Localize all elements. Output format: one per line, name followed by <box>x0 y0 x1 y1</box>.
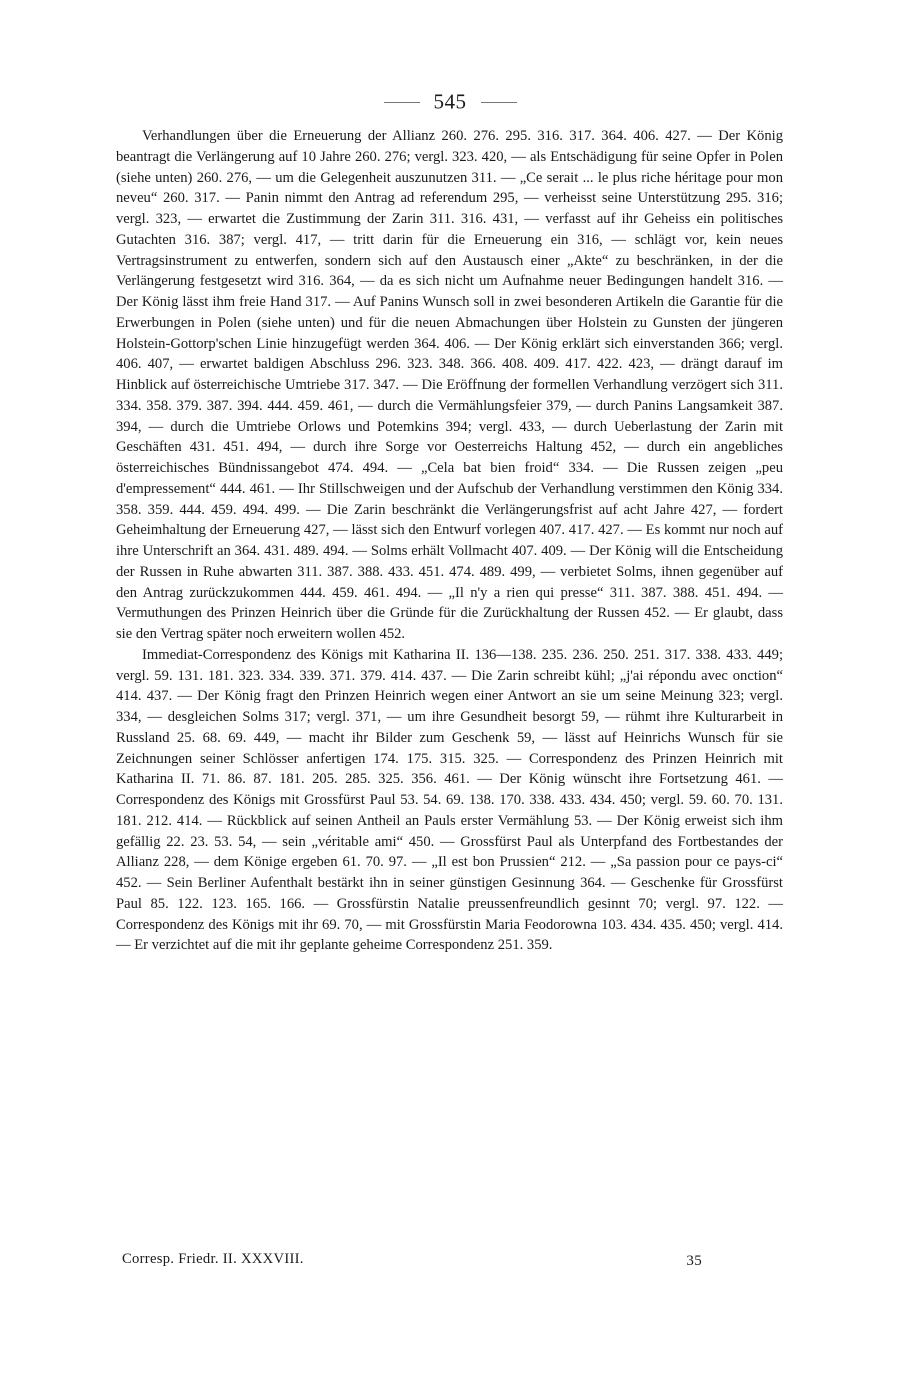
paragraph-immediat-correspondenz: Immediat-Correspondenz des Königs mit Katharina II. 136—138. 235. 236. 250. 251. 317. 338. 433. 449; vergl. 59. 131. 181. 323. 334. 339. 371. 379. 414. 437. — Die Zarin schreibt kühl; „j'ai répondu avec onction“ 414. 437. — Der König fragt den Prinzen Heinrich wegen einer Antwort an sie um seine Meinung 323; vergl. 334, — desgleichen Solms 317; vergl. 371, — um ihre Gesundheit besorgt 59, — rühmt ihre Kulturarbeit in Russland 25. 68. 69. 449, — macht ihr Bilder zum Geschenk 59, — lässt auf Heinrichs Wunsch für sie Zeichnungen seiner Schlösser anfertigen 174. 175. 315. 325. — Correspondenz des Prinzen Heinrich mit Katharina II. 71. 86. 87. 181. 205. 285. 325. 356. 461. — Der König wünscht ihre Fortsetzung 461. — Correspondenz des Königs mit Grossfürst Paul 53. 54. 69. 138. 170. 338. 433. 434. 450; vergl. 59. 60. 70. 131. 181. 212. 414. — Rückblick auf seinen Antheil an Pauls erster Vermählung 53. — Der König erweist sich ihm gefällig 22. 23. 53. 54, — sein „véritable ami“ 450. — Grossfürst Paul als Unterpfand des Fortbestandes der Allianz 228, — dem Könige ergeben 61. 70. 97. — „Il est bon Prussien“ 212. — „Sa passion pour ce pays-ci“ 452. — Sein Berliner Aufenthalt bestärkt ihn in seiner günstigen Gesinnung 364. — Geschenke für Grossfürst Paul 85. 122. 123. 165. 166. — Grossfürstin Natalie preussenfreundlich gesinnt 70; vergl. 97. 122. — Correspondenz des Königs mit ihr 69. 70, — mit Grossfürstin Maria Feodorowna 103. 434. 435. 450; vergl. 414. — Er verzichtet auf die mit ihr geplante geheime Correspondenz 251. 359. <box>116 646 783 954</box>
page-number: 545 <box>433 89 467 114</box>
paragraph-allianz-verhandlungen: Verhandlungen über die Erneuerung der Allianz 260. 276. 295. 316. 317. 364. 406. 427. — Der König beantragt die Verlängerung auf 10 Jahre 260. 276; vergl. 323. 420, — als Entschädigung für seine Opfer in Polen (siehe unten) 260. 276, — um die Gelegenheit auszunutzen 311. — „Ce serait ... le plus riche héritage pour mon neveu“ 260. 317. — Panin nimmt den Antrag ad referendum 295, — verheisst seine Unterstützung 295. 316; vergl. 323, — erwartet die Zustimmung der Zarin 311. 316. 431, — verfasst auf ihr Geheiss ein politisches Gutachten 316. 387; vergl. 417, — tritt darin für die Erneuerung ein 316, — schlägt vor, kein neues Vertragsinstrument zu entwerfen, sondern sich auf den Austausch einer „Akte“ zu beschränken, in der die Verlängerung festgesetzt wird 316. 364, — da es sich nicht um Aufnahme neuer Bedingungen handelt 316. — Der König lässt ihm freie Hand 317. — Auf Panins Wunsch soll in zwei besonderen Artikeln die Garantie für die Erwerbungen in Polen (siehe unten) und für die neuen Abmachungen über Holstein zu Gunsten der jüngeren Holstein-Gottorp'schen Linie hinzugefügt werden 364. 406. — Der König erklärt sich einverstanden 366; vergl. 406. 407, — erwartet baldigen Abschluss 296. 323. 348. 366. 408. 409. 417. 422. 423, — drängt darauf im Hinblick auf österreichische Umtriebe 317. 347. — Die Eröffnung der formellen Verhandlung verzögert sich 311. 334. 358. 379. 387. 394. 444. 459. 461, — durch die Vermählungsfeier 379, — durch Panins Langsamkeit 387. 394, — durch die Umtriebe Orlows und Potemkins 394; vergl. 433, — durch Ueberlastung der Zarin mit Geschäften 431. 451. 494, — durch ihre Sorge vor Oesterreichs Haltung 452, — durch ein angebliches österreichisches Bündnissangebot 474. 494. — „Cela bat bien froid“ 334. — Die Russen zeigen „peu d'empressement“ 444. 461. — Ihr Stillschweigen und der Aufschub der Verhandlung verstimmen den König 334. 358. 359. 444. 459. 494. 499. — Die Zarin beschränkt die Verlängerungsfrist auf acht Jahre 427, — fordert Geheimhaltung der Erneuerung 427, — lässt sich den Entwurf vorlegen 407. 417. 427. — Es kommt nur noch auf ihre Unterschrift an 364. 431. 489. 494. — Solms erhält Vollmacht 407. 409. — Der König will die Entscheidung der Russen in Ruhe abwarten 311. 387. 388. 433. 451. 474. 489. 499, — verbietet Solms, ihnen gegenüber auf den Antrag zurückzukommen 444. 459. 461. 494. — „Il n'y a rien qui presse“ 311. 387. 388. 451. 494. — Vermuthungen des Prinzen Heinrich über die Gründe für die Zurückhaltung der Russen 452. — Er glaubt, dass sie den Vertrag später noch erweitern wollen 452. <box>116 128 783 642</box>
sheet-number: 35 <box>686 1253 702 1269</box>
signature-line: Corresp. Friedr. II. XXXVIII. <box>122 1251 304 1267</box>
page-footer <box>122 1251 702 1268</box>
header-rule-left <box>384 102 420 103</box>
page-header <box>0 88 900 115</box>
header-rule-right <box>481 102 517 103</box>
index-text-body <box>116 126 783 956</box>
